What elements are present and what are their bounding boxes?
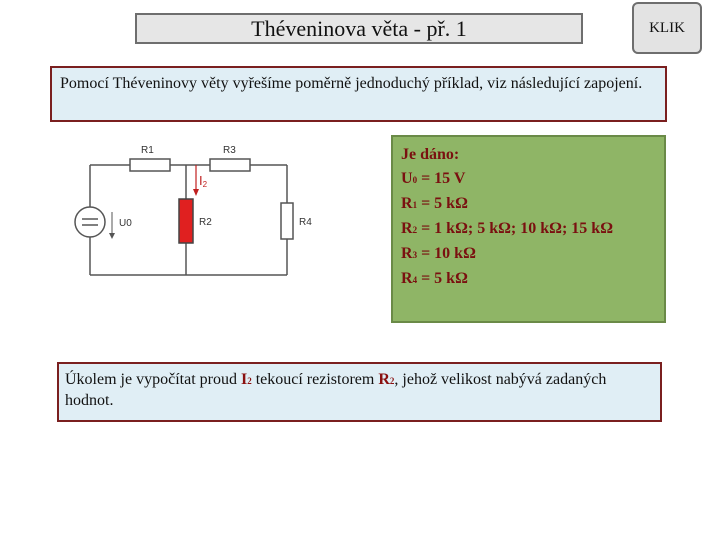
given-r2: R2 = 1 kΩ; 5 kΩ; 10 kΩ; 15 kΩ [401, 220, 614, 237]
r3-resistor [210, 159, 250, 171]
task-i2: I2 [240, 371, 252, 388]
r1-label: R1 [141, 145, 154, 156]
given-r3: R3 = 10 kΩ [401, 245, 476, 262]
r2-label: R2 [199, 217, 212, 228]
intro-text-box [50, 66, 667, 122]
voltage-source-icon [75, 207, 105, 237]
task-r2: R2 [378, 371, 395, 388]
given-values-box [391, 135, 666, 323]
task-text: Úkolem je vypočítat proud I2 tekoucí rezistorem R2, jehož velikost nabývá zadaných hodnot. [65, 371, 607, 409]
r4-resistor [281, 203, 293, 239]
u0-label: U0 [119, 218, 132, 229]
given-r4: R4 = 5 kΩ [401, 270, 468, 287]
r2-resistor [179, 199, 193, 243]
given-r1: R1 = 5 kΩ [401, 195, 468, 212]
r1-resistor [130, 159, 170, 171]
klik-button[interactable]: KLIK [632, 2, 702, 54]
intro-text: Pomocí Théveninovy věty vyřešíme poměrně jednoduchý příklad, viz následující zapojení. [60, 75, 643, 92]
i2-label: I2 [199, 173, 208, 189]
slide-title: Théveninova věta - př. 1 [135, 13, 583, 44]
r3-label: R3 [223, 145, 236, 156]
given-heading: Je dáno: [401, 146, 460, 163]
circuit-diagram [65, 135, 325, 295]
given-u0: U0 = 15 V [401, 170, 466, 187]
task-text-box [57, 362, 662, 422]
r4-label: R4 [299, 217, 312, 228]
